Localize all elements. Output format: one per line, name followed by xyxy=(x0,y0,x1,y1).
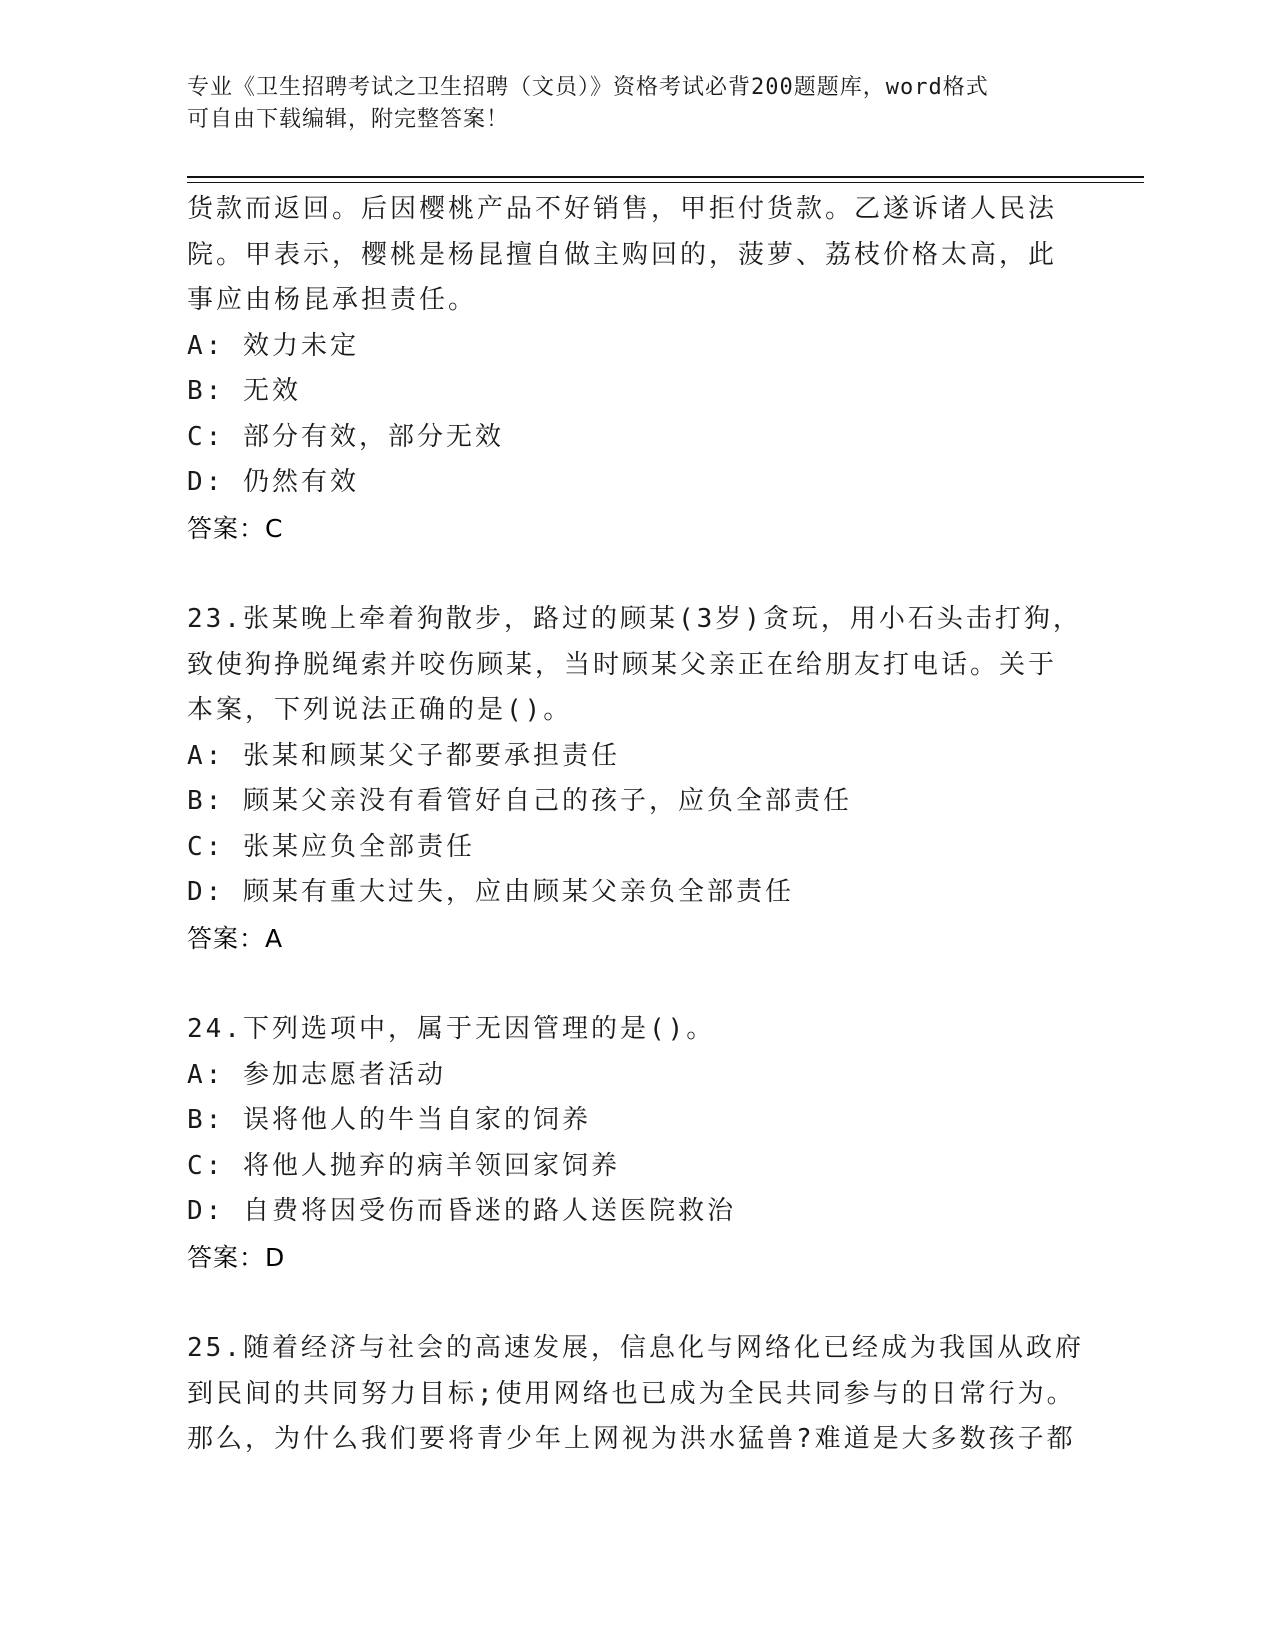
question-content xyxy=(187,187,1087,1463)
question-text-line: 24.下列选项中，属于无因管理的是()。 xyxy=(187,1014,716,1044)
spacer xyxy=(187,551,1087,597)
option-d: D: 仍然有效 xyxy=(187,467,359,497)
question-text-line: 23.张某晚上牵着狗散步，路过的顾某(3岁)贪玩，用小石头击打狗， xyxy=(187,604,1082,634)
option-a: A: 张某和顾某父子都要承担责任 xyxy=(187,740,620,771)
option-a: A: 效力未定 xyxy=(187,330,359,361)
option-a: A: 参加志愿者活动 xyxy=(187,1059,446,1090)
question-text-line: 致使狗挣脱绳索并咬伤顾某，当时顾某父亲正在给朋友打电话。关于 xyxy=(187,649,1058,680)
question-text-line: 到民间的共同努力目标;使用网络也已成为全民共同参与的日常行为。 xyxy=(187,1378,1076,1409)
question-text-line: 院。甲表示，樱桃是杨昆擅自做主购回的，菠萝、荔枝价格太高，此 xyxy=(187,239,1058,270)
header-rule-thin xyxy=(187,182,1144,183)
header-line-1: 专业《卫生招聘考试之卫生招聘（文员）》资格考试必背200题题库，word格式 xyxy=(187,75,989,100)
question-text-line: 本案，下列说法正确的是()。 xyxy=(187,695,573,725)
answer: 答案：D xyxy=(187,1242,286,1272)
answer: 答案：A xyxy=(187,923,284,953)
option-d: D: 自费将因受伤而昏迷的路人送医院救治 xyxy=(187,1196,736,1226)
document-header xyxy=(187,72,1067,136)
option-b: B: 无效 xyxy=(187,376,301,406)
option-c: C: 将他人抛弃的病羊领回家饲养 xyxy=(187,1150,620,1181)
question-text-line: 那么，为什么我们要将青少年上网视为洪水猛兽?难道是大多数孩子都 xyxy=(187,1424,1076,1454)
answer: 答案：C xyxy=(187,513,284,543)
option-d: D: 顾某有重大过失，应由顾某父亲负全部责任 xyxy=(187,877,794,907)
option-b: B: 顾某父亲没有看管好自己的孩子，应负全部责任 xyxy=(187,786,852,816)
option-c: C: 部分有效，部分无效 xyxy=(187,421,504,452)
question-25 xyxy=(187,1326,1087,1463)
option-b: B: 误将他人的牛当自家的饲养 xyxy=(187,1105,591,1135)
spacer xyxy=(187,1280,1087,1326)
question-text-line: 25.随着经济与社会的高速发展，信息化与网络化已经成为我国从政府 xyxy=(187,1333,1084,1363)
question-text-line: 事应由杨昆承担责任。 xyxy=(187,285,478,315)
header-rule-thick xyxy=(187,176,1144,178)
question-22-continued xyxy=(187,187,1087,551)
question-24 xyxy=(187,1007,1087,1280)
question-text-line: 货款而返回。后因樱桃产品不好销售，甲拒付货款。乙遂诉诸人民法 xyxy=(187,194,1058,224)
header-line-2: 可自由下载编辑，附完整答案！ xyxy=(187,107,510,132)
question-23 xyxy=(187,597,1087,961)
spacer xyxy=(187,961,1087,1007)
option-c: C: 张某应负全部责任 xyxy=(187,831,475,862)
